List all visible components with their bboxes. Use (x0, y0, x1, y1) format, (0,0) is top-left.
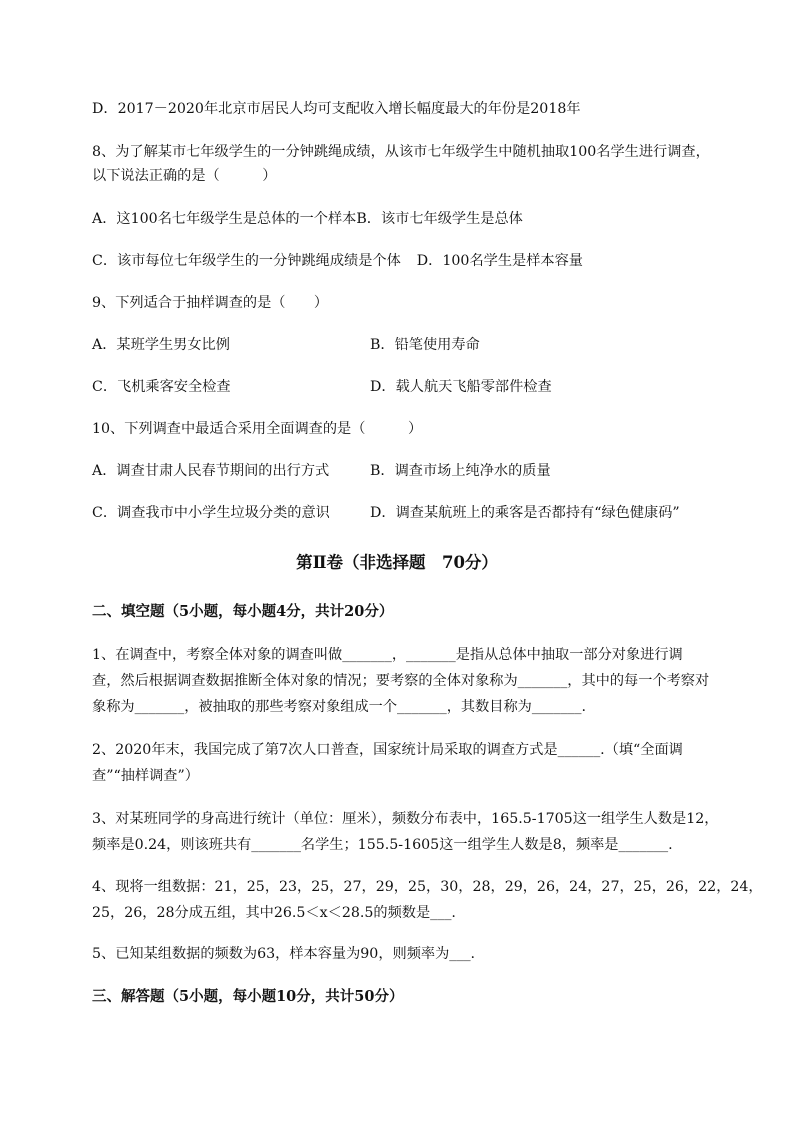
fill-q5-line1: 5、已知某组数据的频数为63，样本容量为90，则频率为___. (92, 946, 476, 962)
q7-option-d: D．2017－2020年北京市居民人均可支配收入增长幅度最大的年份是2018年 (92, 101, 581, 117)
q10-option-d: D．调查某航班上的乘客是否都持有“绿色健康码” (370, 505, 680, 521)
q8-option-d: D．100名学生是样本容量 (416, 253, 583, 269)
fill-section-heading: 二、填空题（5小题，每小题4分，共计20分） (92, 603, 394, 620)
fill-q1-line3: 象称为_______，被抽取的那些考察对象组成一个_______，其数目称为_______. (92, 699, 586, 715)
q10-stem: 10、下列调查中最适合采用全面调查的是（ ） (92, 421, 423, 437)
q8-stem-line1: 8、为了解某市七年级学生的一分钟跳绳成绩，从该市七年级学生中随机抽取100名学生进行调查， (92, 144, 710, 160)
answer-section-heading: 三、解答题（5小题，每小题10分，共计50分） (92, 988, 404, 1005)
fill-q4-line1: 4、现将一组数据：21，25，23，25，27，29，25，30，28，29，26，24，27，25，26，22，24， (92, 879, 763, 895)
q9-stem: 9、下列适合于抽样调查的是（ ） (92, 295, 329, 311)
volume2-title: 第Ⅱ卷（非选择题 70分） (296, 553, 498, 572)
q9-option-d: D．载人航天飞船零部件检查 (370, 379, 552, 395)
q8-option-c-d (92, 252, 583, 270)
q9-option-c: C．飞机乘客安全检查 (92, 379, 231, 395)
q8-option-c: C．该市每位七年级学生的一分钟跳绳成绩是个体 (92, 253, 401, 269)
q10-option-b: B．调查市场上纯净水的质量 (370, 463, 551, 479)
q10-option-c: C．调查我市中小学生垃圾分类的意识 (92, 505, 330, 521)
fill-q2-line2: 查”“抽样调查”） (92, 768, 199, 784)
fill-q2-line1: 2、2020年末，我国完成了第7次人口普查，国家统计局采取的调查方式是______.（填“全面调 (92, 742, 683, 758)
q8-option-a: A．这100名七年级学生是总体的一个样本 (92, 211, 357, 227)
fill-q3-line2: 频率是0.24，则该班共有_______名学生；155.5-1605这一组学生人数是8，频率是_______. (92, 837, 673, 853)
fill-q1-line1: 1、在调查中，考察全体对象的调查叫做_______，_______是指从总体中抽取一部分对象进行调 (92, 647, 683, 663)
q10-option-a: A．调查甘肃人民春节期间的出行方式 (92, 463, 330, 479)
fill-q4-line2: 25，26，28分成五组，其中26.5＜x＜28.5的频数是___. (92, 905, 456, 921)
q8-option-b: B．该市七年级学生是总体 (356, 211, 523, 227)
q8-stem-line2: 以下说法正确的是（ ） (92, 168, 277, 184)
q9-option-b: B．铅笔使用寿命 (370, 337, 480, 353)
q8-option-a-b (92, 210, 523, 228)
q9-option-a: A．某班学生男女比例 (92, 337, 230, 353)
fill-q1-line2: 查，然后根据调查数据推断全体对象的情况；要考察的全体对象称为_______，其中的每一个考察对 (92, 673, 710, 689)
fill-q3-line1: 3、对某班同学的身高进行统计（单位：厘米），频数分布表中，165.5-1705这一组学生人数是12， (92, 811, 719, 827)
